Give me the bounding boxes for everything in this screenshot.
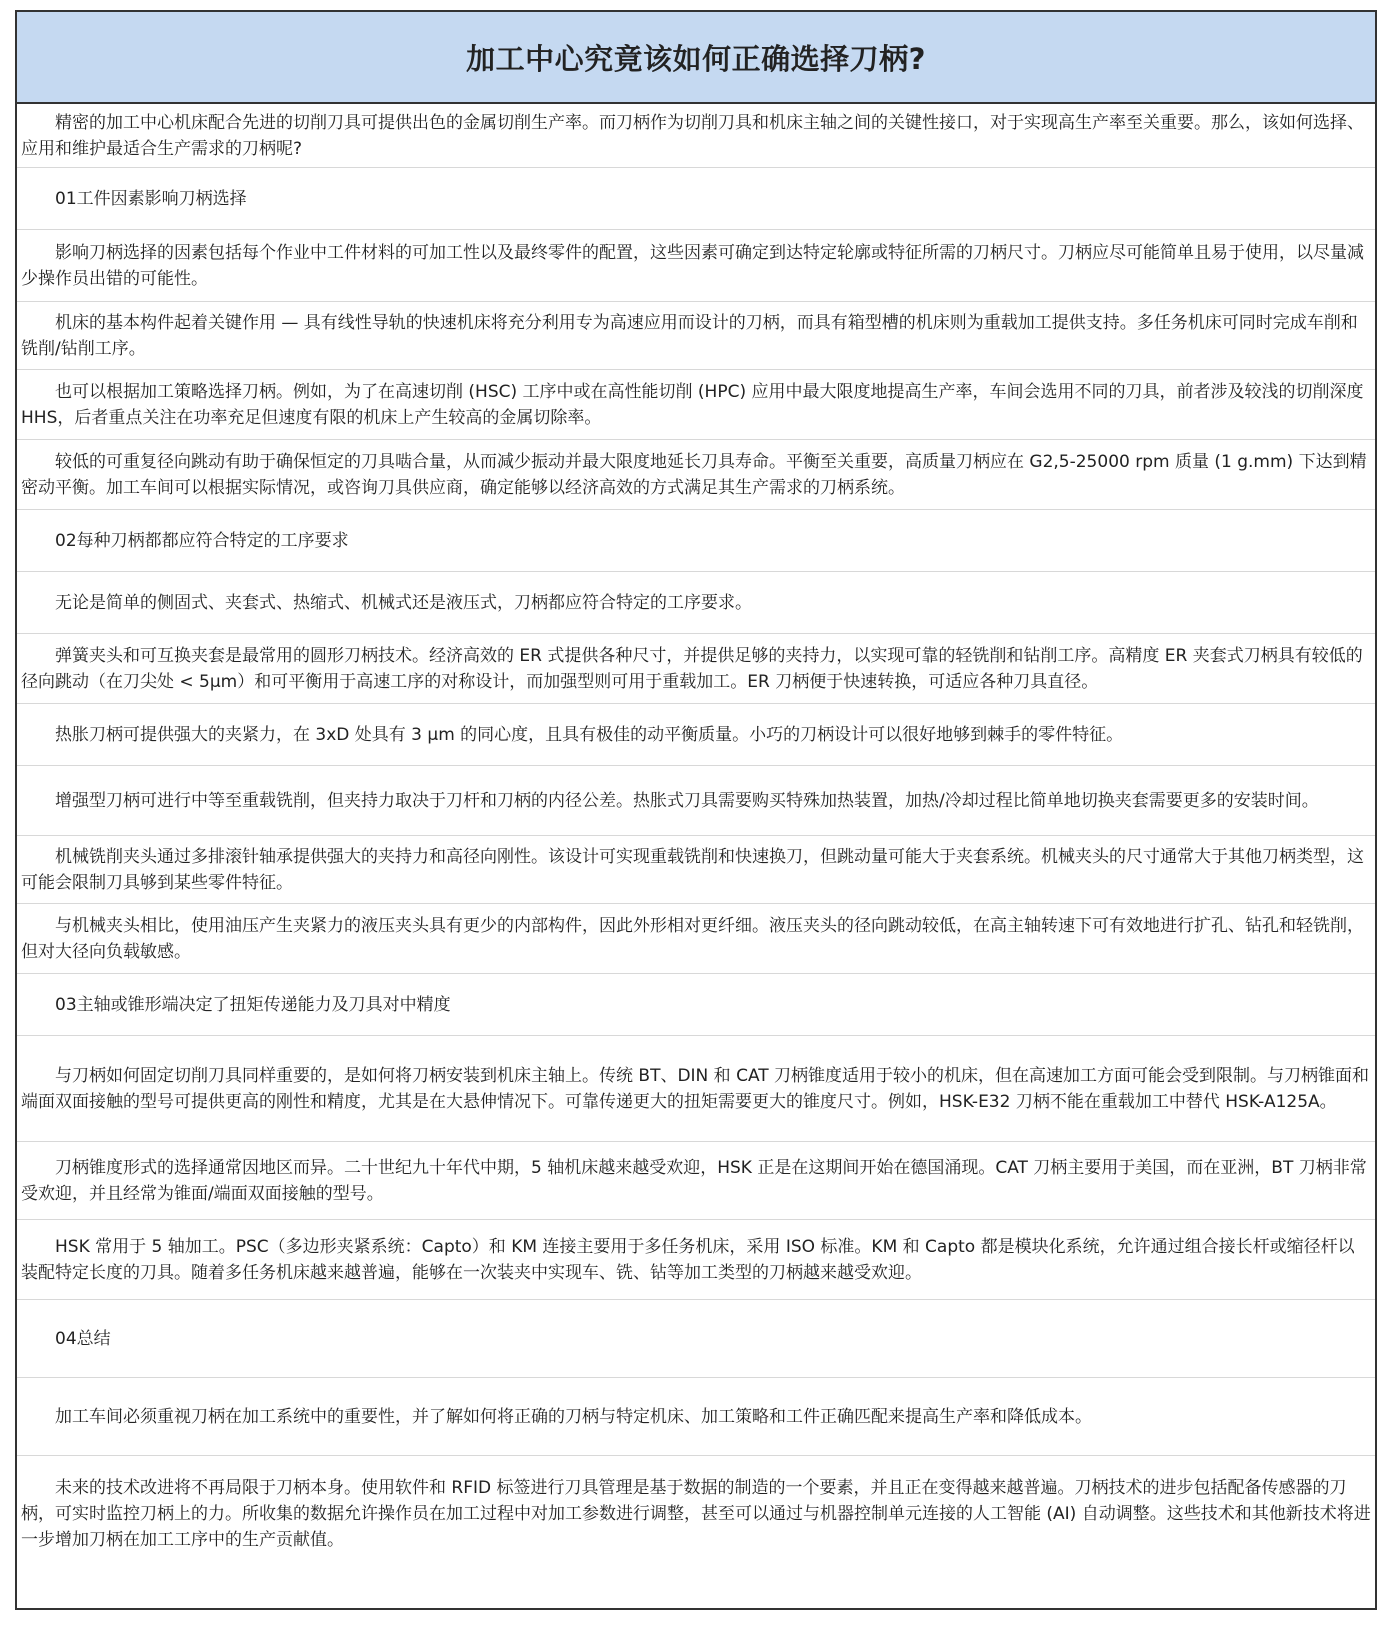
paragraph: 增强型刀柄可进行中等至重载铣削，但夹持力取决于刀杆和刀柄的内径公差。热胀式刀具需要购买特殊加热装置，加热/冷却过程比简单地切换夹套需要更多的安装时间。 (55, 790, 1319, 811)
paragraph: 也可以根据加工策略选择刀柄。例如，为了在高速切削 (HSC) 工序中或在高性能切削 (HPC) 应用中最大限度地提高生产率，车间会选用不同的刀具，前者涉及较浅的切削深度HHS，后者重点关注在功率充足但速度有限的机床上产生较高的金属切除率。 (21, 381, 1364, 428)
text-row (17, 572, 1375, 634)
paragraph: 弹簧夹头和可互换夹套是最常用的圆形刀柄技术。经济高效的 ER 式提供各种尺寸，并提供足够的夹持力，以实现可靠的轻铣削和钻削工序。高精度 ER 夹套式刀柄具有较低的径向跳动（在刀尖处 < 5μm）和可平衡用于高速工序的对称设计，而加强型则可用于重载加工。ER 刀柄便于快速转换，可适应各种刀具直径。 (21, 645, 1363, 692)
section-heading-03: 03主轴或锥形端决定了扭矩传递能力及刀具对中精度 (55, 994, 451, 1015)
paragraph: 与刀柄如何固定切削刀具同样重要的，是如何将刀柄安装到机床主轴上。传统 BT、DIN 和 CAT 刀柄锥度适用于较小的机床，但在高速加工方面可能会受到限制。与刀柄锥面和端面双面接触的型号可提供更高的刚性和精度，尤其是在大悬伸情况下。可靠传递更大的扭矩需要更大的锥度尺寸。例如，HSK-E32 刀柄不能在重载加工中替代 HSK-A125A。 (21, 1065, 1370, 1112)
text-row (17, 104, 1375, 168)
text-row (17, 1142, 1375, 1220)
text-row (17, 1036, 1375, 1142)
text-row (17, 168, 1375, 230)
text-row (17, 1300, 1375, 1378)
title-row (17, 12, 1375, 104)
text-row (17, 440, 1375, 510)
paragraph-closing: 未来的技术改进将不再局限于刀柄本身。使用软件和 RFID 标签进行刀具管理是基于数据的制造的一个要素，并且正在变得越来越普遍。刀柄技术的进步包括配备传感器的刀柄，可实时监控刀柄上的力。所收集的数据允许操作员在加工过程中对加工参数进行调整，甚至可以通过与机器控制单元连接的人工智能 (AI) 自动调整。这些技术和其他新技术将进一步增加刀柄在加工工序中的生产贡献值。 (21, 1478, 1371, 1550)
text-row (17, 370, 1375, 440)
text-row (17, 704, 1375, 766)
paragraph: 机械铣削夹头通过多排滚针轴承提供强大的夹持力和高径向刚性。该设计可实现重载铣削和快速换刀，但跳动量可能大于夹套系统。机械夹头的尺寸通常大于其他刀柄类型，这可能会限制刀具够到某些零件特征。 (21, 846, 1364, 893)
paragraph: 机床的基本构件起着关键作用 — 具有线性导轨的快速机床将充分利用专为高速应用而设计的刀柄，而具有箱型槽的机床则为重载加工提供支持。多任务机床可同时完成车削和铣削/钻削工序。 (21, 312, 1358, 359)
paragraph: 与机械夹头相比，使用油压产生夹紧力的液压夹头具有更少的内部构件，因此外形相对更纤细。液压夹头的径向跳动较低，在高主轴转速下可有效地进行扩孔、钻孔和轻铣削，但对大径向负载敏感。 (21, 915, 1364, 962)
section-heading-01: 01工件因素影响刀柄选择 (55, 188, 247, 209)
text-row (17, 230, 1375, 302)
text-row (17, 1378, 1375, 1456)
text-row (17, 1456, 1375, 1572)
paragraph-intro: 精密的加工中心机床配合先进的切削刀具可提供出色的金属切削生产率。而刀柄作为切削刀具和机床主轴之间的关键性接口，对于实现高生产率至关重要。那么，该如何选择、应用和维护最适合生产需求的刀柄呢? (21, 112, 1364, 159)
text-row (17, 302, 1375, 370)
paragraph: 热胀刀柄可提供强大的夹紧力，在 3xD 处具有 3 μm 的同心度，且具有极佳的动平衡质量。小巧的刀柄设计可以很好地够到棘手的零件特征。 (55, 724, 1124, 745)
section-heading-02: 02每种刀柄都都应符合特定的工序要求 (55, 530, 349, 551)
text-row (17, 836, 1375, 904)
section-heading-04: 04总结 (55, 1328, 111, 1349)
text-row (17, 766, 1375, 836)
paragraph: 无论是简单的侧固式、夹套式、热缩式、机械式还是液压式，刀柄都应符合特定的工序要求。 (55, 592, 752, 613)
paragraph: 刀柄锥度形式的选择通常因地区而异。二十世纪九十年代中期，5 轴机床越来越受欢迎，HSK 正是在这期间开始在德国涌现。CAT 刀柄主要用于美国，而在亚洲，BT 刀柄非常受欢迎，并且经常为锥面/端面双面接触的型号。 (21, 1157, 1367, 1204)
text-row (17, 1220, 1375, 1300)
text-row (17, 974, 1375, 1036)
paragraph: 加工车间必须重视刀柄在加工系统中的重要性，并了解如何将正确的刀柄与特定机床、加工策略和工件正确匹配来提高生产率和降低成本。 (55, 1406, 1092, 1427)
document-table (15, 10, 1377, 1610)
text-row (17, 510, 1375, 572)
text-row (17, 904, 1375, 974)
paragraph: HSK 常用于 5 轴加工。PSC（多边形夹紧系统：Capto）和 KM 连接主要用于多任务机床，采用 ISO 标准。KM 和 Capto 都是模块化系统，允许通过组合接长杆或缩径杆以装配特定长度的刀具。随着多任务机床越来越普遍，能够在一次装夹中实现车、铣、钻等加工类型的刀柄越来越受欢迎。 (21, 1236, 1355, 1283)
paragraph: 较低的可重复径向跳动有助于确保恒定的刀具啮合量，从而减少振动并最大限度地延长刀具寿命。平衡至关重要，高质量刀柄应在 G2,5-25000 rpm 质量 (1 g.mm) 下达到精密动平衡。加工车间可以根据实际情况，或咨询刀具供应商，确定能够以经济高效的方式满足其生产需求的刀柄系统。 (21, 451, 1367, 498)
page-title: 加工中心究竟该如何正确选择刀柄? (466, 41, 926, 76)
paragraph: 影响刀柄选择的因素包括每个作业中工件材料的可加工性以及最终零件的配置，这些因素可确定到达特定轮廓或特征所需的刀柄尺寸。刀柄应尽可能简单且易于使用，以尽量减少操作员出错的可能性。 (21, 242, 1364, 289)
text-row (17, 634, 1375, 704)
